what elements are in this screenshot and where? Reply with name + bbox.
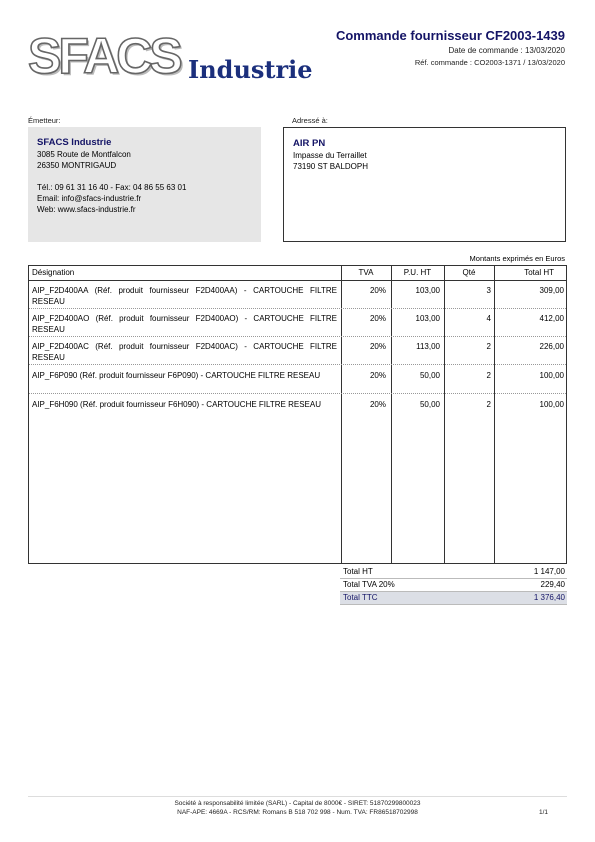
row-tva: 20% [369, 342, 386, 351]
recipient-box [283, 127, 566, 242]
footer-legal-line2: NAF-APE: 4669A - RCS/RM: Romans B 518 702 998 - Num. TVA: FR86518702998 [177, 809, 418, 816]
row-total-ht: 412,00 [539, 314, 564, 323]
row-separator [29, 336, 566, 337]
order-lines-table [28, 265, 567, 564]
row-separator [29, 393, 566, 394]
row-unit-price: 50,00 [419, 400, 440, 409]
header-quantity: Qté [462, 268, 476, 277]
logo-sfacs-text: SFACS [28, 28, 180, 84]
row-designation: AIP_F6H090 (Réf. produit fournisseur F6H090) - CARTOUCHE FILTRE RESEAU [32, 400, 321, 409]
row-unit-price: 50,00 [419, 371, 440, 380]
row-quantity: 2 [486, 400, 491, 409]
emitter-address-line1: 3085 Route de Montfalcon [37, 150, 131, 159]
column-divider [341, 266, 342, 563]
recipient-address-line2: 73190 ST BALDOPH [293, 162, 369, 171]
row-total-ht: 226,00 [539, 342, 564, 351]
document-title: Commande fournisseur CF2003-1439 [335, 28, 565, 43]
row-total-ht: 100,00 [539, 371, 564, 380]
row-tva: 20% [369, 400, 386, 409]
total-ht-value: 1 147,00 [533, 567, 565, 576]
emitter-box [28, 127, 261, 242]
header-total-ht: Total HT [524, 268, 554, 277]
row-designation: AIP_F2D400AC (Réf. produit fournisseur F2D400AC) - CARTOUCHE FILTRE RESEAU [32, 342, 337, 362]
total-ht-label: Total HT [343, 567, 373, 576]
header-unit-price: P.U. HT [403, 268, 432, 277]
column-divider [494, 266, 495, 563]
row-unit-price: 113,00 [416, 342, 440, 351]
column-divider [444, 266, 445, 563]
total-ttc-row [340, 592, 567, 605]
row-unit-price: 103,00 [415, 286, 440, 295]
row-designation: AIP_F2D400AO (Réf. produit fournisseur F2D400AO) - CARTOUCHE FILTRE RESEAU [32, 314, 337, 334]
row-unit-price: 103,00 [415, 314, 440, 323]
row-tva: 20% [369, 286, 386, 295]
header-tva: TVA [358, 268, 374, 277]
emitter-phone: Tél.: 09 61 31 16 40 - Fax: 04 86 55 63 01 [37, 183, 187, 192]
order-reference: Réf. commande : CO2003-1371 / 13/03/2020 [414, 58, 565, 67]
emitter-address-line2: 26350 MONTRIGAUD [37, 161, 117, 170]
row-quantity: 2 [486, 342, 491, 351]
total-tva-row [340, 579, 567, 592]
row-total-ht: 100,00 [539, 400, 564, 409]
footer-divider [28, 796, 567, 797]
footer-legal-line1: Société à responsabilité limitée (SARL) - Capital de 8000€ - SIRET: 51870299800023 [174, 800, 421, 807]
row-total-ht: 309,00 [539, 286, 564, 295]
row-designation: AIP_F6P090 (Réf. produit fournisseur F6P090) - CARTOUCHE FILTRE RESEAU [32, 371, 321, 380]
total-ttc-label: Total TTC [343, 593, 378, 602]
recipient-address-line1: Impasse du Terraillet [293, 151, 367, 160]
page-number: 1/1 [538, 809, 548, 816]
logo-industrie-text: Industrie [188, 55, 313, 84]
emitter-web: Web: www.sfacs-industrie.fr [37, 205, 136, 214]
emitter-email: Email: info@sfacs-industrie.fr [37, 194, 142, 203]
row-quantity: 2 [486, 371, 491, 380]
total-ht-row [340, 566, 567, 579]
row-tva: 20% [369, 314, 386, 323]
row-designation: AIP_F2D400AA (Réf. produit fournisseur F2D400AA) - CARTOUCHE FILTRE RESEAU [32, 286, 337, 306]
total-tva-value: 229,40 [540, 580, 565, 589]
row-separator [29, 364, 566, 365]
row-quantity: 4 [486, 314, 491, 323]
row-quantity: 3 [486, 286, 491, 295]
totals-block [340, 566, 567, 605]
emitter-name: SFACS Industrie [37, 137, 112, 148]
recipient-label: Adressé à: [292, 116, 328, 125]
company-logo [28, 26, 318, 92]
row-tva: 20% [369, 371, 386, 380]
recipient-name: AIR PN [293, 138, 326, 149]
column-divider [391, 266, 392, 563]
emitter-label: Émetteur: [28, 116, 61, 125]
order-date: Date de commande : 13/03/2020 [448, 46, 565, 55]
total-tva-label: Total TVA 20% [343, 580, 395, 589]
total-ttc-value: 1 376,40 [533, 593, 565, 602]
header-designation: Désignation [32, 268, 75, 277]
currency-note: Montants exprimés en Euros [469, 254, 565, 263]
row-separator [29, 308, 566, 309]
